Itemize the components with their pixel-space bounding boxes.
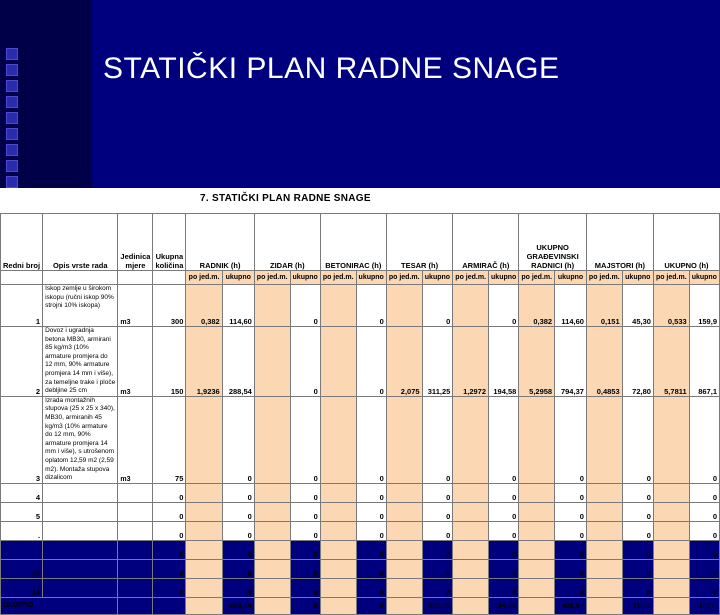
cell-per-unit [320,285,356,327]
cell-per-unit [519,559,555,578]
cell-total: 0 [689,559,719,578]
cell-total: 0 [489,285,519,327]
subheader-empty [153,271,186,285]
cell-per-unit [186,483,222,502]
cell-per-unit [254,559,290,578]
cell-per-unit [453,521,489,540]
cell-per-unit [453,540,489,559]
cell-per-unit: 5,2958 [519,327,555,397]
row-number: . [1,521,43,540]
cell-total: 0 [222,483,254,502]
cell-per-unit [519,483,555,502]
subheader-ukupno: ukupno [622,271,653,285]
subheader-ukupno: ukupno [356,271,386,285]
cell-per-unit [386,502,422,521]
cell-total: 0 [422,540,453,559]
cell-per-unit [320,396,356,483]
group-header-majstori: MAJSTORI (h) [586,214,653,271]
cell-total: 0 [622,578,653,597]
cell-total: 0 [290,578,320,597]
cell-total: 0 [422,559,453,578]
cell-per-unit [519,502,555,521]
row-number: 14 [1,578,43,597]
cell-total: 0 [222,540,254,559]
row-number: 3 [1,396,43,483]
subheader-po-jed-m: po jed.m. [386,271,422,285]
table-row [1,502,720,521]
cell-total: 0 [689,540,719,559]
cell-per-unit: 0,4853 [586,327,622,397]
group-header-betonirac: BETONIRAC (h) [320,214,386,271]
row-quantity: 300 [153,285,186,327]
total-cell: 194,58 [489,597,519,614]
cell-total: 0 [222,578,254,597]
cell-total: 0 [555,578,587,597]
cell-per-unit [186,540,222,559]
subheader-ukupno: ukupno [222,271,254,285]
cell-per-unit [653,396,689,483]
row-quantity: 0 [153,521,186,540]
row-quantity: 150 [153,327,186,397]
row-description [43,559,118,578]
cell-per-unit [586,483,622,502]
group-header-gradevinski: UKUPNO GRAĐEVINSKI RADNICI (h) [519,214,587,271]
cell-per-unit [586,521,622,540]
row-number [1,540,43,559]
row-number: 2 [1,327,43,397]
total-cell [653,597,689,614]
cell-total: 0 [290,483,320,502]
total-cell [519,597,555,614]
cell-per-unit [386,540,422,559]
subheader-ukupno: ukupno [422,271,453,285]
total-cell: 0 [356,597,386,614]
cell-per-unit [386,521,422,540]
subheader-ukupno: ukupno [290,271,320,285]
table-row [1,396,720,483]
cell-per-unit [254,396,290,483]
row-quantity: 0 [153,483,186,502]
cell-total: 0 [356,483,386,502]
cell-total: 0 [689,396,719,483]
table-row [1,521,720,540]
cell-total: 0 [356,285,386,327]
row-unit [118,502,153,521]
total-cell [386,597,422,614]
row-number: 1 [1,285,43,327]
table-row [1,483,720,502]
subheader-po-jed-m: po jed.m. [519,271,555,285]
decor-square [6,160,18,172]
cell-per-unit [386,559,422,578]
decor-square [6,112,18,124]
row-unit: m3 [118,327,153,397]
cell-total: 0 [290,502,320,521]
decor-square [6,144,18,156]
cell-per-unit [320,502,356,521]
cell-per-unit: 1,9236 [186,327,222,397]
cell-per-unit [519,578,555,597]
cell-total: 288,54 [222,327,254,397]
row-quantity: 0 [153,502,186,521]
row-quantity: 0 [153,578,186,597]
row-unit [118,578,153,597]
cell-total: 0 [356,540,386,559]
cell-per-unit [320,559,356,578]
cell-per-unit [586,540,622,559]
row-description [43,502,118,521]
cell-total: 72,80 [622,327,653,397]
cell-total: 0 [689,502,719,521]
cell-total: 0 [622,521,653,540]
cell-total: 194,58 [489,327,519,397]
subheader-ukupno: ukupno [489,271,519,285]
cell-per-unit [254,327,290,397]
subheader-ukupno: ukupno [555,271,587,285]
table-row [1,327,720,397]
cell-total: 0 [555,559,587,578]
cell-per-unit [386,483,422,502]
cell-per-unit: 1,2972 [453,327,489,397]
subheader-po-jed-m: po jed.m. [586,271,622,285]
sheet-title: 7. STATIČKI PLAN RADNE SNAGE [200,193,371,204]
cell-per-unit: 0,151 [586,285,622,327]
row-unit [118,483,153,502]
cell-total: 0 [222,396,254,483]
decor-square [6,80,18,92]
total-cell [453,597,489,614]
row-unit [118,521,153,540]
subheader-po-jed-m: po jed.m. [186,271,222,285]
cell-per-unit [186,396,222,483]
row-description [43,540,118,559]
cell-per-unit [254,521,290,540]
cell-total: 0 [555,483,587,502]
decor-square [6,176,18,188]
cell-total: 794,37 [555,327,587,397]
cell-per-unit: 0,533 [653,285,689,327]
total-empty [118,597,153,614]
decor-square [6,96,18,108]
total-cell [186,597,222,614]
cell-total: 0 [222,559,254,578]
cell-per-unit: 2,075 [386,327,422,397]
cell-per-unit [653,483,689,502]
cell-per-unit [653,578,689,597]
group-header-armirac: ARMIRAČ (h) [453,214,519,271]
cell-total: 0 [422,521,453,540]
cell-total: 0 [689,521,719,540]
total-cell [586,597,622,614]
total-cell [254,597,290,614]
row-quantity: 75 [153,396,186,483]
row-description [43,483,118,502]
cell-total: 0 [422,578,453,597]
cell-per-unit [586,502,622,521]
col-header-redni-broj: Redni broj [1,214,43,271]
cell-per-unit [254,483,290,502]
total-cell: 311,25 [422,597,453,614]
cell-total: 0 [489,396,519,483]
cell-per-unit [586,559,622,578]
cell-total: 0 [422,396,453,483]
cell-total: 0 [489,483,519,502]
labor-plan-table [0,213,720,615]
cell-total: 0 [356,521,386,540]
total-cell: 908,97 [555,597,587,614]
cell-total: 0 [290,285,320,327]
cell-per-unit [453,559,489,578]
cell-total: 0 [290,327,320,397]
cell-total: 0 [622,540,653,559]
cell-total: 0 [356,578,386,597]
cell-per-unit [320,327,356,397]
cell-total: 0 [422,483,453,502]
cell-total: 0 [489,521,519,540]
cell-total: 0 [356,559,386,578]
cell-per-unit [653,540,689,559]
row-description: Izrada montažnih stupova (25 x 25 x 340), MB30, armiranih 45 kg/m3 (10% armature do 12 mm, 90% armature promjera 14 mm i više), s utrošenom oplatom 12,59 m2 (2,59 m2). Montaža stupova dizalicom [43,396,118,483]
cell-total: 0 [222,521,254,540]
cell-per-unit [254,578,290,597]
col-header-kolicina: Ukupna količina [153,214,186,271]
row-description: Dovoz i ugradnja betona MB30, armirani 85 kg/m3 (10% armature promjera do 12 mm, 90% armature promjera 14 mm i više), za temeljne trake i ploče debljine 25 cm [43,327,118,397]
group-header-zidar: ZIDAR (h) [254,214,320,271]
cell-per-unit [186,502,222,521]
cell-per-unit: 0,382 [186,285,222,327]
cell-per-unit: 0,382 [519,285,555,327]
cell-total: 0 [422,502,453,521]
group-header-ukupno: UKUPNO (h) [653,214,719,271]
cell-per-unit [519,540,555,559]
cell-total: 0 [489,502,519,521]
subheader-po-jed-m: po jed.m. [254,271,290,285]
subheader-po-jed-m: po jed.m. [320,271,356,285]
cell-per-unit [519,396,555,483]
cell-per-unit [453,396,489,483]
cell-per-unit [453,285,489,327]
total-empty [153,597,186,614]
row-quantity: 0 [153,540,186,559]
slide-title: STATIČKI PLAN RADNE SNAGE [103,52,560,85]
cell-total: 114,60 [222,285,254,327]
subheader-empty [118,271,153,285]
cell-per-unit [653,502,689,521]
total-label: UKUPNO [1,597,118,614]
spreadsheet-image [0,188,720,611]
cell-total: 0 [290,396,320,483]
cell-per-unit [453,578,489,597]
cell-total: 0 [622,483,653,502]
total-cell: 118,1 [622,597,653,614]
cell-total: 0 [290,521,320,540]
row-description [43,578,118,597]
cell-per-unit [320,521,356,540]
cell-total: 0 [356,502,386,521]
cell-per-unit [453,502,489,521]
cell-total: 0 [290,540,320,559]
decor-square [6,64,18,76]
table-row [1,559,720,578]
cell-per-unit [186,578,222,597]
row-unit [118,540,153,559]
cell-per-unit [586,396,622,483]
cell-per-unit [653,521,689,540]
cell-per-unit [186,521,222,540]
cell-total: 0 [689,578,719,597]
cell-total: 114,60 [555,285,587,327]
cell-total: 0 [555,521,587,540]
cell-per-unit [453,483,489,502]
row-number: 4 [1,483,43,502]
subheader-empty [1,271,43,285]
cell-total: 0 [489,578,519,597]
subheader-ukupno: ukupno [689,271,719,285]
cell-total: 0 [689,483,719,502]
cell-per-unit [653,559,689,578]
row-unit [118,559,153,578]
row-number: 13 [1,559,43,578]
cell-per-unit [320,483,356,502]
total-cell: 1027, [689,597,719,614]
subheader-empty [43,271,118,285]
col-header-jedinica: Jedinica mjere [118,214,153,271]
cell-total: 0 [555,396,587,483]
decor-square [6,128,18,140]
table-row [1,285,720,327]
cell-per-unit [320,578,356,597]
cell-per-unit [386,285,422,327]
cell-per-unit [254,540,290,559]
cell-per-unit [254,502,290,521]
total-cell: 0 [290,597,320,614]
cell-total: 45,30 [622,285,653,327]
row-quantity: 0 [153,559,186,578]
cell-total: 0 [222,502,254,521]
cell-per-unit [320,540,356,559]
decor-square [6,48,18,60]
cell-per-unit [254,285,290,327]
total-cell [320,597,356,614]
row-description [43,521,118,540]
cell-per-unit [586,578,622,597]
subheader-po-jed-m: po jed.m. [653,271,689,285]
total-row [1,597,720,614]
cell-total: 0 [622,396,653,483]
cell-per-unit [386,578,422,597]
cell-total: 0 [489,540,519,559]
cell-total: 311,25 [422,327,453,397]
table-row [1,540,720,559]
row-unit: m3 [118,285,153,327]
cell-total: 0 [356,327,386,397]
group-header-tesar: TESAR (h) [386,214,452,271]
cell-per-unit [386,396,422,483]
cell-total: 159,9 [689,285,719,327]
cell-total: 0 [356,396,386,483]
cell-total: 0 [555,540,587,559]
row-unit: m3 [118,396,153,483]
subheader-po-jed-m: po jed.m. [453,271,489,285]
row-description: Iskop zemlje u širokom iskopu (ručni iskop 90% strojni 10% iskopa) [43,285,118,327]
cell-total: 867,1 [689,327,719,397]
cell-per-unit [519,521,555,540]
col-header-opis: Opis vrste rada [43,214,118,271]
cell-total: 0 [555,502,587,521]
table-row [1,578,720,597]
cell-per-unit [186,559,222,578]
total-cell: 403,14 [222,597,254,614]
cell-total: 0 [422,285,453,327]
cell-total: 0 [489,559,519,578]
cell-total: 0 [290,559,320,578]
cell-total: 0 [622,502,653,521]
group-header-radnik: RADNIK (h) [186,214,254,271]
row-number: 5 [1,502,43,521]
cell-per-unit: 5,7811 [653,327,689,397]
cell-total: 0 [622,559,653,578]
